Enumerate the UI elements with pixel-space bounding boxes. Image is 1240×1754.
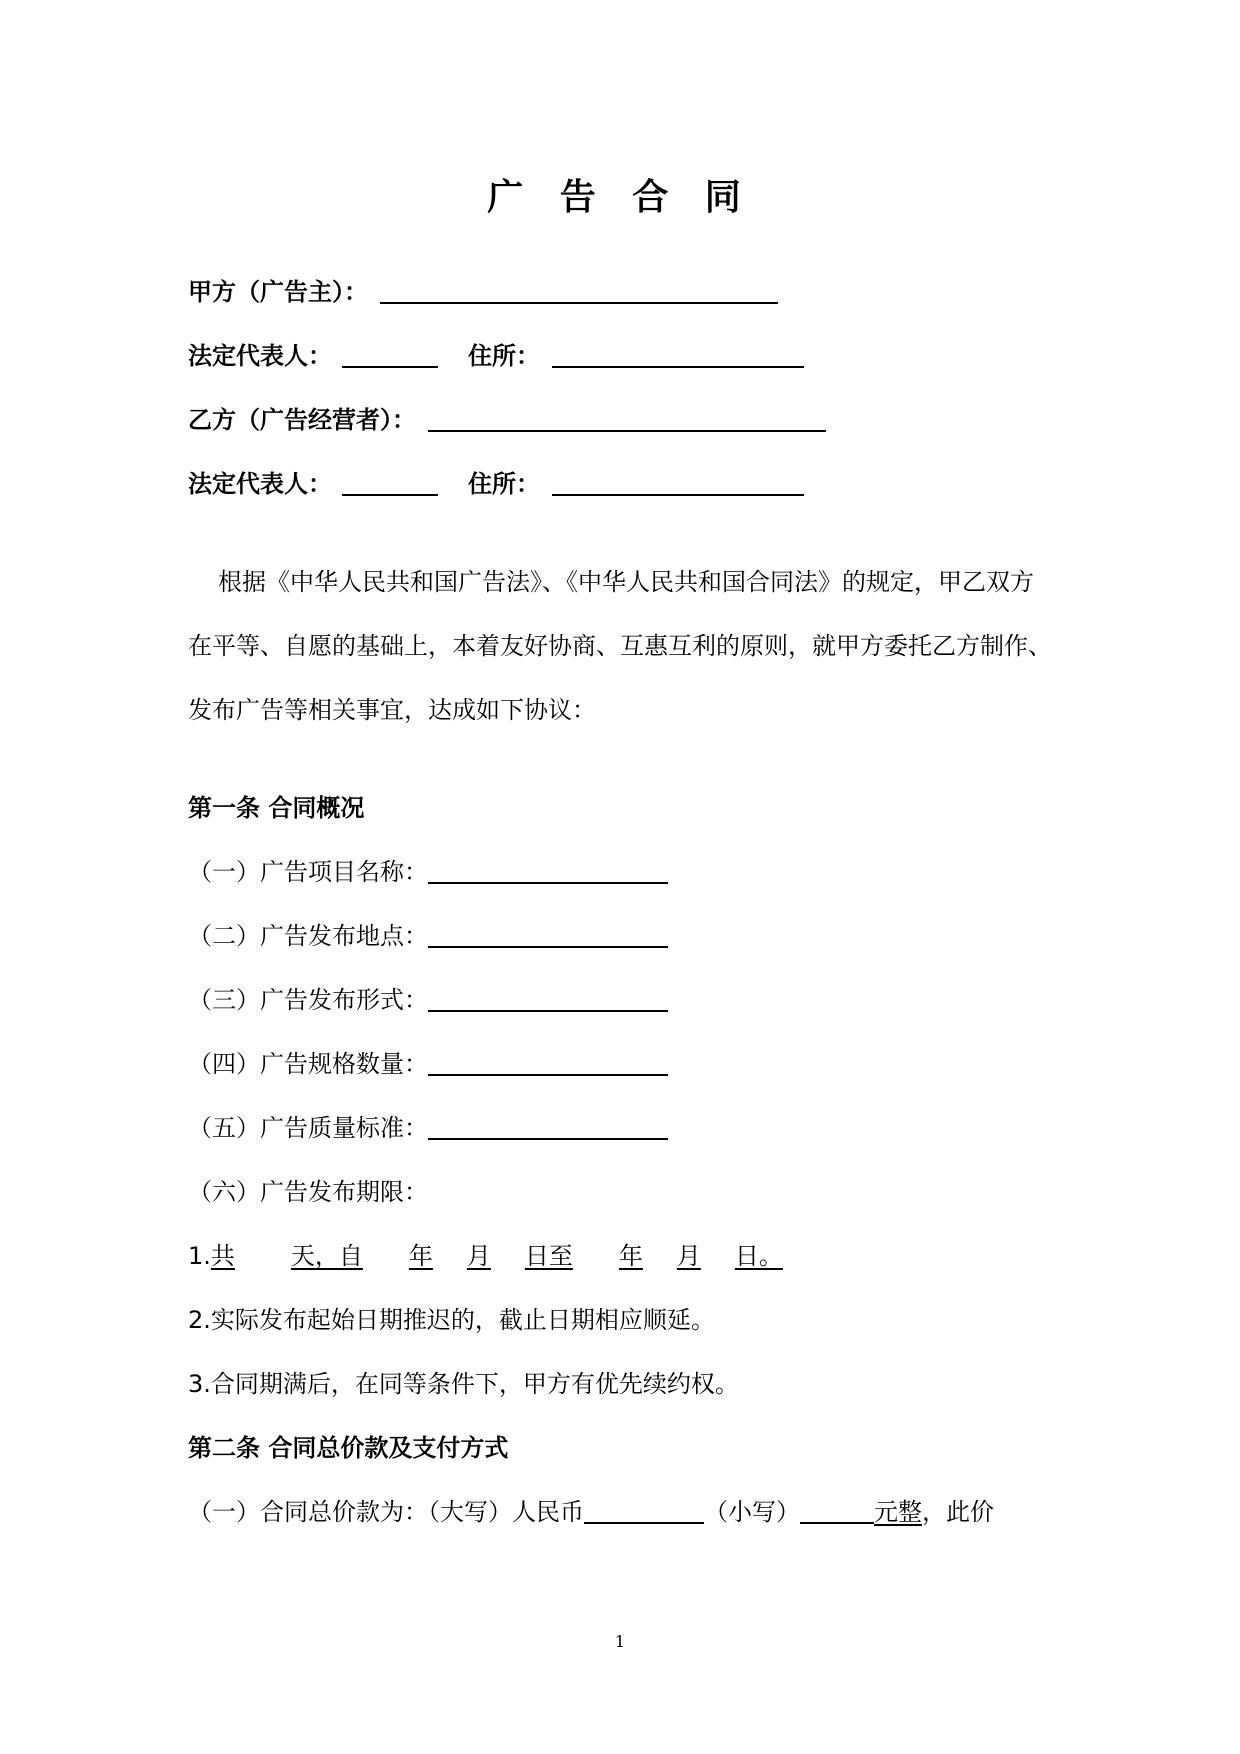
party-b-rep-line	[188, 468, 804, 500]
item-blank	[428, 1114, 668, 1140]
party-a-blank	[380, 278, 778, 304]
period-line	[188, 1240, 799, 1272]
price-prefix: （一）合同总价款为：（大写）人民币	[188, 1498, 584, 1526]
period-prefix: 1.	[188, 1242, 211, 1270]
party-b-rep-label: 法定代表人：	[188, 470, 332, 498]
party-a-rep-blank	[342, 342, 438, 368]
period-part: 日至	[524, 1242, 573, 1270]
article-1-heading: 第一条 合同概况	[188, 794, 365, 822]
item-label: （二）广告发布地点：	[188, 922, 428, 950]
item-blank	[428, 922, 668, 948]
party-b-addr-blank	[552, 470, 804, 496]
party-b-line	[188, 404, 826, 436]
article-1-point-3: 3.合同期满后，在同等条件下，甲方有优先续约权。	[188, 1370, 739, 1398]
price-suffix: ，此价	[922, 1498, 994, 1526]
article-1-item-5	[188, 1112, 668, 1144]
article-1-item-2	[188, 920, 668, 952]
price-uppercase-blank	[584, 1498, 704, 1524]
party-a-label: 甲方（广告主）：	[188, 278, 368, 306]
price-unit: 元整	[874, 1498, 922, 1526]
page-number: 1	[614, 1632, 626, 1651]
period-part: 年	[618, 1242, 643, 1270]
item-blank	[428, 986, 668, 1012]
document-title: 广 告 合 同	[487, 177, 753, 218]
party-a-addr-blank	[552, 342, 804, 368]
party-a-line	[188, 276, 778, 308]
article-1-item-3	[188, 984, 668, 1016]
preamble-line-3: 发布广告等相关事宜，达成如下协议：	[188, 696, 596, 724]
price-lowercase-blank	[800, 1498, 874, 1524]
preamble-line-1: 根据《中华人民共和国广告法》、《中华人民共和国合同法》的规定，甲乙双方	[218, 568, 1034, 596]
item-blank	[428, 1050, 668, 1076]
period-part: 年	[408, 1242, 433, 1270]
item-label: （四）广告规格数量：	[188, 1050, 428, 1078]
period-part: 月	[466, 1242, 491, 1270]
item-blank	[428, 858, 668, 884]
article-2-heading: 第二条 合同总价款及支付方式	[188, 1434, 509, 1462]
party-b-rep-blank	[342, 470, 438, 496]
item-label: （五）广告质量标准：	[188, 1114, 428, 1142]
period-part: 天，自	[290, 1242, 363, 1270]
article-1-item-4	[188, 1048, 668, 1080]
party-a-addr-label: 住所：	[468, 342, 540, 370]
party-a-rep-label: 法定代表人：	[188, 342, 332, 370]
period-part: 月	[676, 1242, 701, 1270]
party-b-label: 乙方（广告经营者）：	[188, 406, 416, 434]
article-1-point-2: 2.实际发布起始日期推迟的，截止日期相应顺延。	[188, 1306, 715, 1334]
period-part: 日。	[734, 1242, 783, 1270]
party-b-addr-label: 住所：	[468, 470, 540, 498]
item-label: （三）广告发布形式：	[188, 986, 428, 1014]
item-label: （一）广告项目名称：	[188, 858, 428, 886]
party-a-rep-line	[188, 340, 804, 372]
party-b-blank	[428, 406, 826, 432]
article-1-period-label: （六）广告发布期限：	[188, 1178, 428, 1206]
period-underlined	[211, 1242, 799, 1270]
preamble-line-2: 在平等、自愿的基础上，本着友好协商、互惠互利的原则，就甲方委托乙方制作、	[188, 632, 1052, 660]
period-part: 共	[210, 1242, 235, 1270]
article-2-line-1	[188, 1496, 994, 1528]
article-1-item-1	[188, 856, 668, 888]
price-mid: （小写）	[704, 1498, 800, 1526]
